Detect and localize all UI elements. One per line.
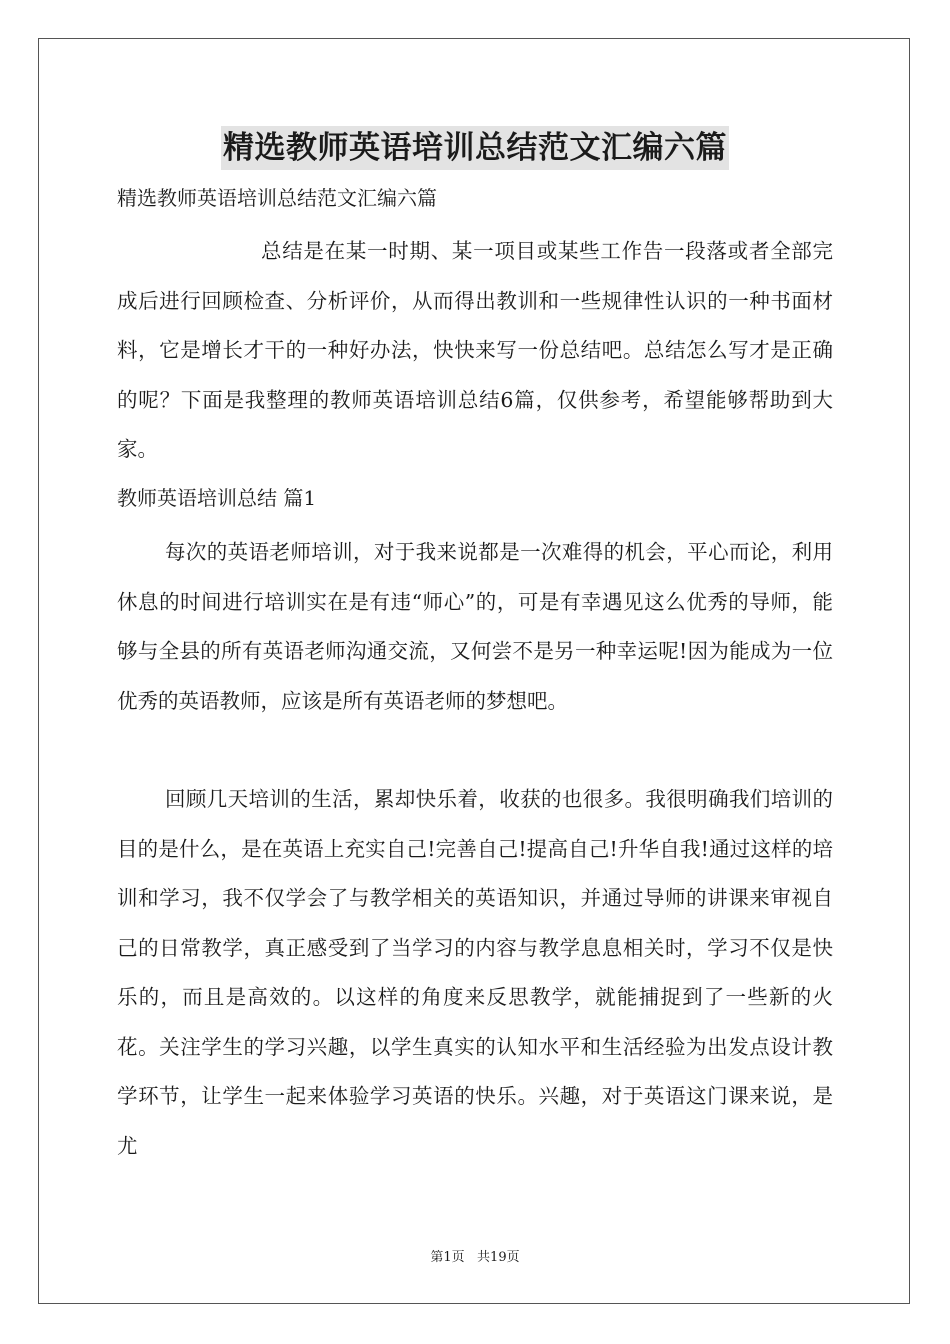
page-footer: 第1页 共19页 [430,1250,520,1265]
title-container [0,126,950,170]
document-subtitle: 精选教师英语培训总结范文汇编六篇 [117,186,437,210]
document-title: 精选教师英语培训总结范文汇编六篇 [221,126,729,170]
section-heading: 教师英语培训总结 篇1 [117,486,317,510]
body-paragraph-1: 每次的英语老师培训，对于我来说都是一次难得的机会，平心而论，利用休息的时间进行培训实在是有违“师心”的，可是有幸遇见这么优秀的导师，能够与全县的所有英语老师沟通交流，又何尝不是另一种幸运呢!因为能成为一位优秀的英语教师，应该是所有英语老师的梦想吧。 [117,540,833,713]
body-paragraph-2: 回顾几天培训的生活，累却快乐着，收获的也很多。我很明确我们培训的目的是什么，是在英语上充实自己!完善自己!提高自己!升华自我!通过这样的培训和学习，我不仅学会了与教学相关的英语知识，并通过导师的讲课来审视自己的日常教学，真正感受到了当学习的内容与教学息息相关时，学习不仅是快乐的，而且是高效的。以这样的角度来反思教学，就能捕捉到了一些新的火花。关注学生的学习兴趣，以学生真实的认知水平和生活经验为出发点设计教学环节，让学生一起来体验学习英语的快乐。兴趣，对于英语这门课来说，是尤 [117,787,833,1158]
intro-paragraph: 总结是在某一时期、某一项目或某些工作告一段落或者全部完成后进行回顾检查、分析评价，从而得出教训和一些规律性认识的一种书面材料，它是增长才干的一种好办法，快快来写一份总结吧。总结怎么写才是正确的呢？下面是我整理的教师英语培训总结6篇，仅供参考，希望能够帮助到大家。 [117,239,833,461]
